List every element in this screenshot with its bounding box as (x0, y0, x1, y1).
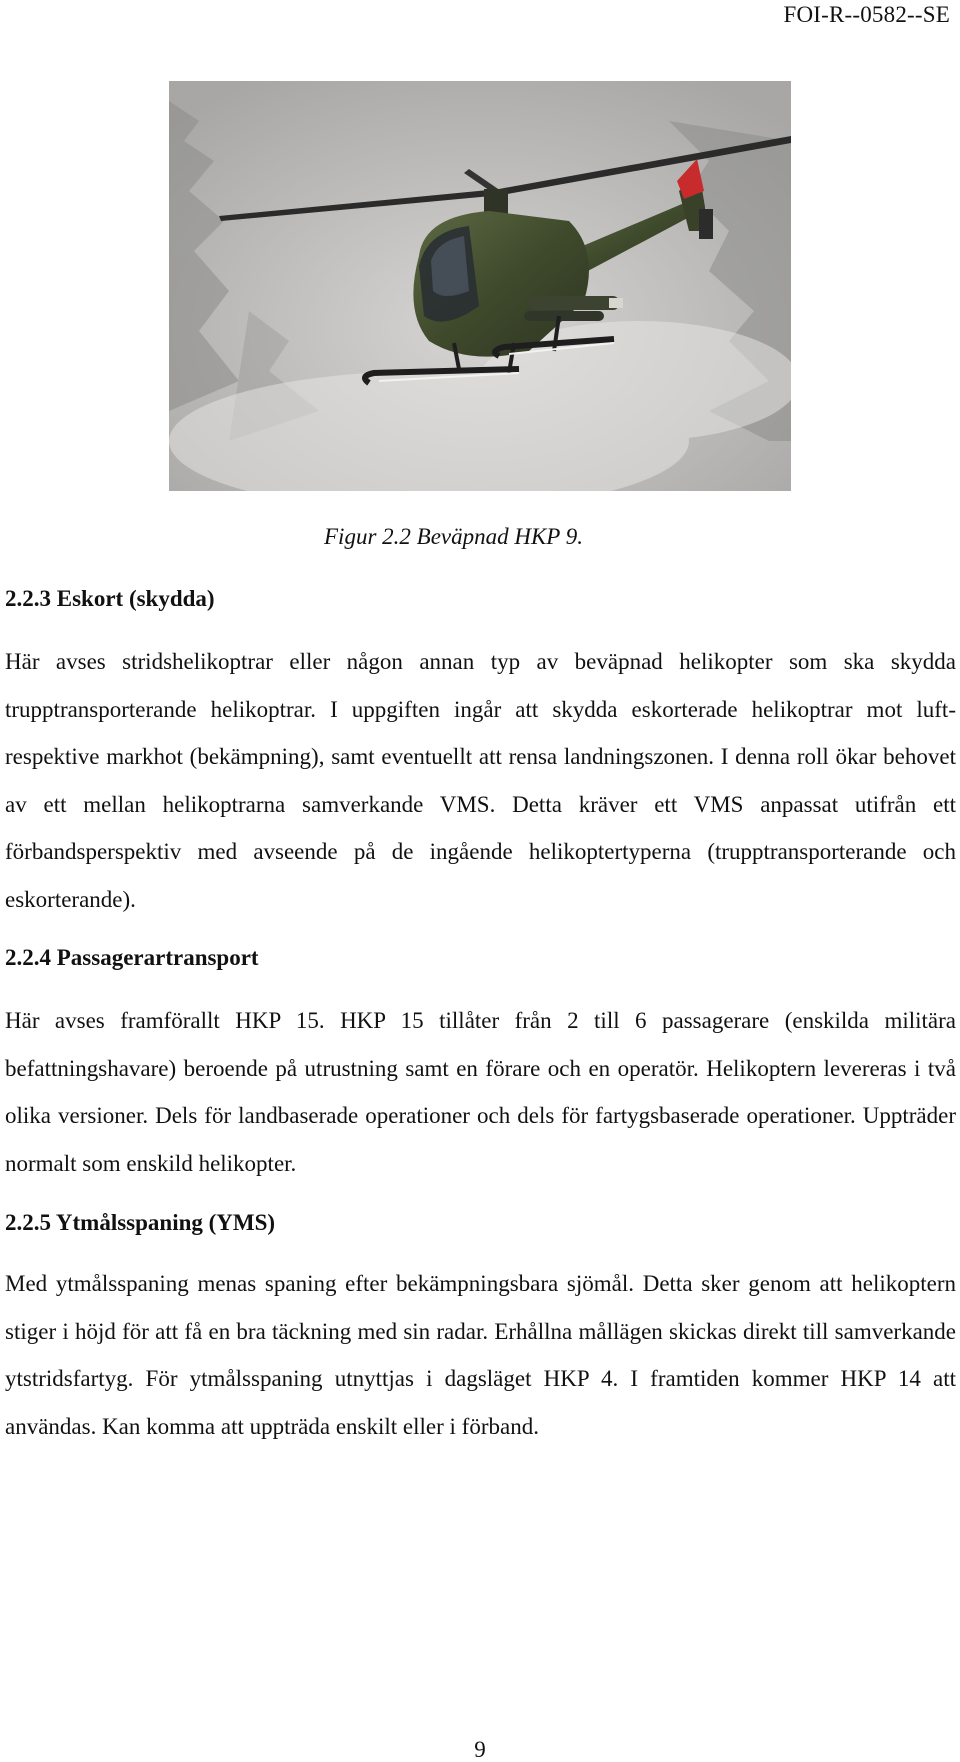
section-text-eskort: Här avses stridshelikoptrar eller någon annan typ av beväpnad helikopter som ska skydda trupptransporterande helikoptrar. I uppgiften ingår att skydda eskorterade helikoptrar mot luft- respektive markhot (bekämpning), samt eventuellt att rensa landningszonen. I denna roll ökar behovet av ett mellan helikoptrarna samverkande VMS. Detta kräver ett VMS anpassat utifrån ett förbandsperspektiv med avseende på de ingående helikoptertyperna (trupptransporterande och eskorterande). (5, 649, 956, 912)
section-heading-passagerartransport: 2.2.4 Passagerartransport (5, 945, 259, 970)
section-text-ytmalsspaning: Med ytmålsspaning menas spaning efter bekämpningsbara sjömål. Detta sker genom att helikoptern stiger i höjd för att få en bra täckning med sin radar. Erhållna mållägen skickas direkt till samverkande ytstridsfartyg. För ytmålsspaning utnyttjas i dagsläget HKP 4. I framtiden kommer HKP 14 att användas. Kan komma att uppträda enskilt eller i förband. (5, 1271, 956, 1439)
page-number: 9 (474, 1737, 486, 1762)
helicopter-illustration (169, 81, 791, 491)
helicopter-photo (169, 81, 791, 491)
section-heading-ytmalsspaning: 2.2.5 Ytmålsspaning (YMS) (5, 1210, 276, 1235)
section-heading-eskort: 2.2.3 Eskort (skydda) (5, 586, 215, 611)
document-id: FOI-R--0582--SE (783, 2, 950, 27)
figure-caption: Figur 2.2 Beväpnad HKP 9. (324, 524, 583, 549)
section-text-passagerartransport: Här avses framförallt HKP 15. HKP 15 tillåter från 2 till 6 passagerare (enskilda militära befattningshavare) beroende på utrustning samt en förare och en operatör. Helikoptern levereras i två olika versioner. Dels för landbaserade operationer och dels för fartygsbaserade operationer. Uppträder normalt som enskild helikopter. (5, 1008, 956, 1176)
